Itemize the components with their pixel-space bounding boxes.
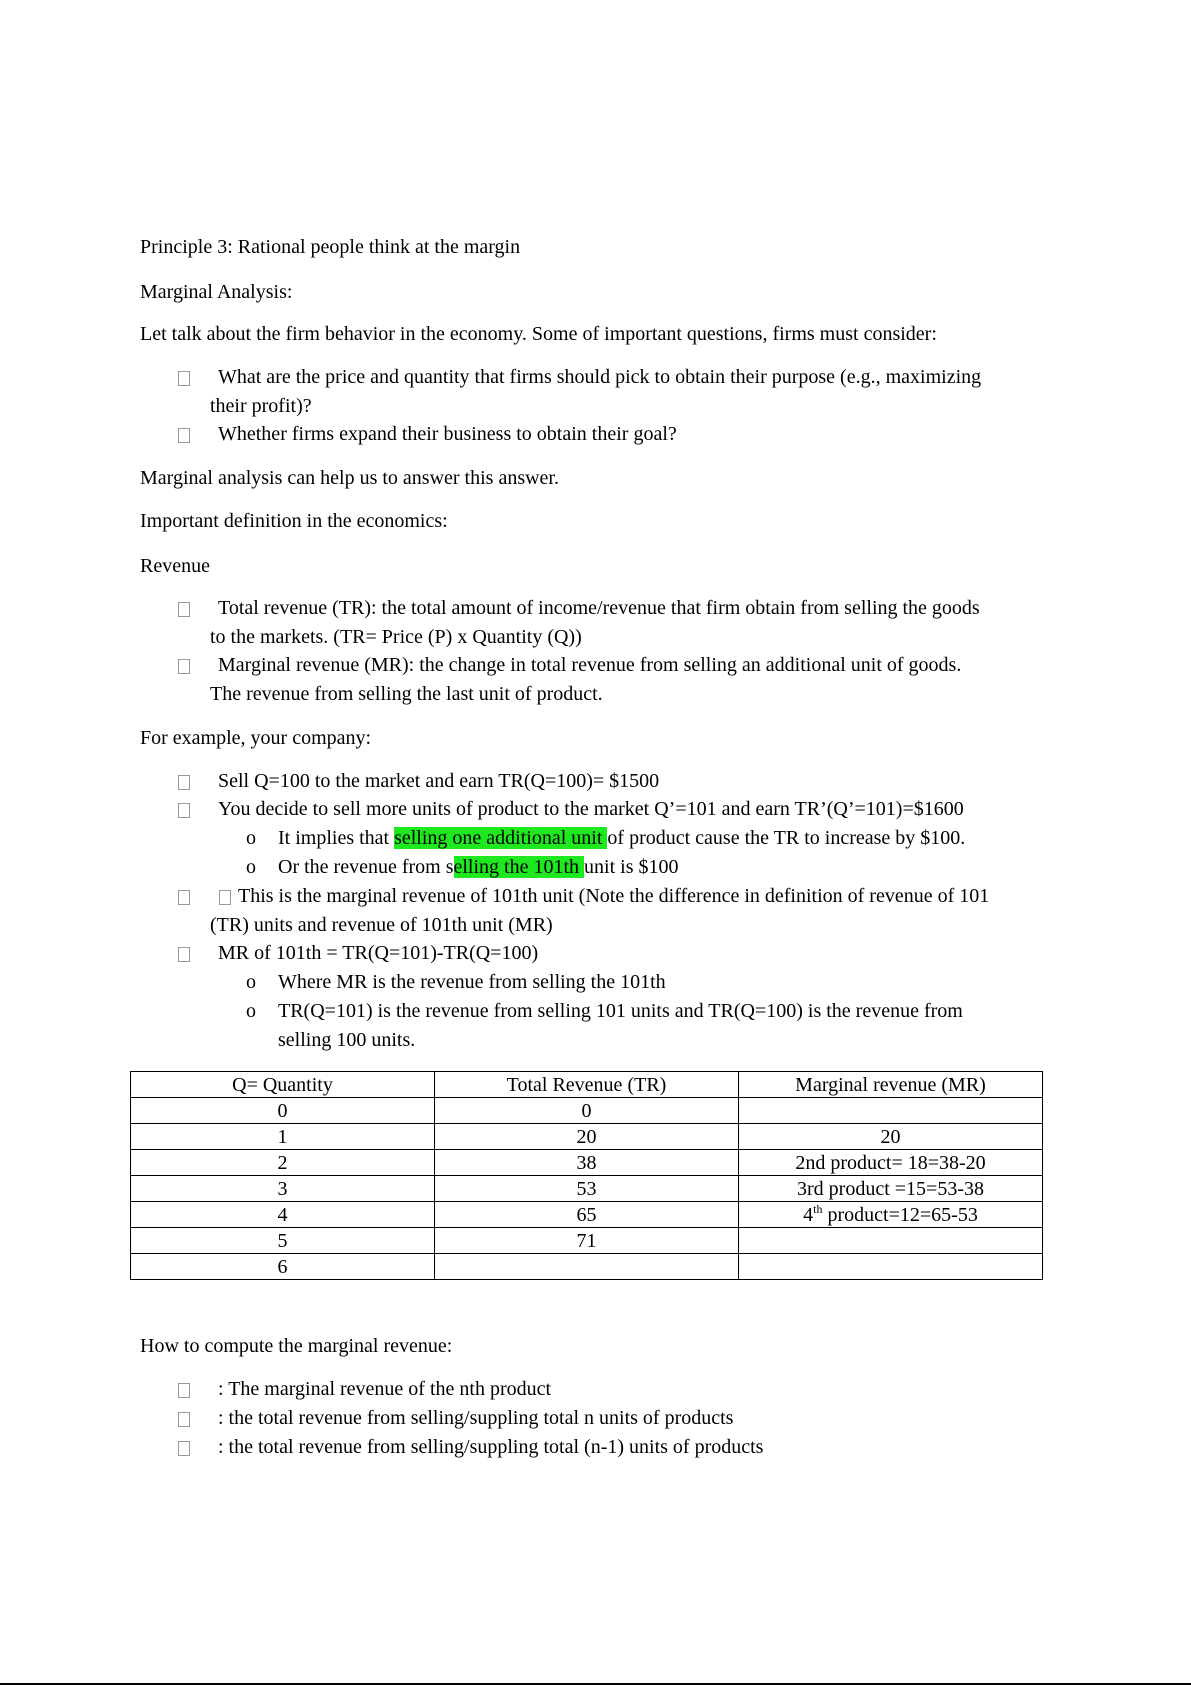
cell-mr [739, 1254, 1043, 1280]
bullet-box-icon [178, 775, 190, 790]
sub1-pre: It implies that [278, 827, 395, 849]
cell-q: 5 [131, 1228, 435, 1254]
help-paragraph: Marginal analysis can help us to answer this answer. [140, 467, 559, 489]
question-1-line-1: What are the price and quantity that firms should pick to obtain their purpose (e.g., maximizing [218, 366, 982, 388]
bullet-box-icon [178, 947, 190, 962]
table-row [131, 1150, 1043, 1176]
cell-tr: 65 [435, 1202, 739, 1228]
bullet-box-icon [178, 1412, 190, 1427]
table-row [131, 1176, 1043, 1202]
header-quantity: Q= Quantity [131, 1072, 435, 1098]
compute-item-1: : The marginal revenue of the nth product [218, 1378, 552, 1400]
question-2: Whether firms expand their business to obtain their goal? [218, 423, 677, 445]
intro-paragraph: Let talk about the firm behavior in the economy. Some of important questions, firms must consider: [140, 323, 937, 345]
cell-q: 2 [131, 1150, 435, 1176]
cell-mr [739, 1228, 1043, 1254]
cell-q: 3 [131, 1176, 435, 1202]
table-header-row [131, 1072, 1043, 1098]
sub2-pre: Or the revenue from s [278, 856, 454, 878]
bullet-box-icon [178, 803, 190, 818]
example-sub-1 [278, 825, 965, 851]
revenue-heading: Revenue [140, 555, 210, 577]
bullet-box-icon [178, 428, 190, 443]
cell-tr [435, 1254, 739, 1280]
bullet-box-icon [178, 1441, 190, 1456]
sub1-post: of product cause the TR to increase by $100. [607, 827, 966, 849]
cell-tr: 38 [435, 1150, 739, 1176]
cell-q: 0 [131, 1098, 435, 1124]
mr-ordinal-rest: product=12=65-53 [822, 1203, 978, 1226]
sub-marker: o [246, 971, 256, 993]
bullet-box-icon [178, 659, 190, 674]
subheading: Marginal Analysis: [140, 281, 293, 303]
example-heading: For example, your company: [140, 727, 372, 749]
highlight-selling-the-101th: elling the 101th [453, 856, 585, 878]
highlight-selling-one-additional-unit: selling one additional unit [394, 827, 608, 849]
revenue-item-1-line-2: to the markets. (TR= Price (P) x Quantity (Q)) [210, 626, 582, 648]
mr-ordinal-number: 4 [803, 1203, 814, 1226]
bullet-box-icon [178, 371, 190, 386]
example-item-1: Sell Q=100 to the market and earn TR(Q=100)= $1500 [218, 770, 660, 792]
cell-q: 4 [131, 1202, 435, 1228]
example-item-2: You decide to sell more units of product to the market Q’=101 and earn TR’(Q’=101)=$1600 [218, 798, 964, 820]
sub-marker: o [246, 827, 256, 849]
cell-mr: 20 [739, 1124, 1043, 1150]
cell-mr: 2nd product= 18=38-20 [739, 1150, 1043, 1176]
table-row [131, 1098, 1043, 1124]
sub-marker: o [246, 856, 256, 878]
sub-marker: o [246, 1000, 256, 1022]
example-item-3-line-1: This is the marginal revenue of 101th unit (Note the difference in definition of revenue of 101 [238, 885, 990, 907]
cell-tr: 20 [435, 1124, 739, 1150]
marginal-revenue-table [130, 1071, 1043, 1280]
heading: Principle 3: Rational people think at the margin [140, 236, 521, 258]
cell-q: 6 [131, 1254, 435, 1280]
cell-mr [739, 1202, 1043, 1228]
revenue-item-2-line-2: The revenue from selling the last unit of product. [210, 683, 603, 705]
example-sub-2 [278, 854, 679, 880]
example-item-4: MR of 101th = TR(Q=101)-TR(Q=100) [218, 942, 539, 964]
bullet-box-icon [178, 890, 190, 905]
table-row [131, 1254, 1043, 1280]
compute-item-2: : the total revenue from selling/suppling total n units of products [218, 1407, 734, 1429]
table-row [131, 1124, 1043, 1150]
cell-q: 1 [131, 1124, 435, 1150]
cell-tr: 71 [435, 1228, 739, 1254]
example-sub-4-line-1: TR(Q=101) is the revenue from selling 101 units and TR(Q=100) is the revenue from [278, 1000, 963, 1022]
definitions-heading: Important definition in the economics: [140, 510, 448, 532]
arrow-placeholder-box-icon [219, 890, 231, 905]
bullet-box-icon [178, 602, 190, 617]
example-sub-3: Where MR is the revenue from selling the 101th [278, 971, 666, 993]
compute-heading: How to compute the marginal revenue: [140, 1335, 453, 1357]
question-1-line-2: their profit)? [210, 395, 312, 417]
cell-tr: 0 [435, 1098, 739, 1124]
example-sub-4-line-2: selling 100 units. [278, 1029, 416, 1051]
cell-tr: 53 [435, 1176, 739, 1202]
header-marginal-revenue: Marginal revenue (MR) [739, 1072, 1043, 1098]
cell-mr [739, 1098, 1043, 1124]
mr-ordinal-suffix: th [813, 1201, 823, 1216]
header-total-revenue: Total Revenue (TR) [435, 1072, 739, 1098]
sub2-post: unit is $100 [584, 856, 679, 878]
revenue-item-2-line-1: Marginal revenue (MR): the change in total revenue from selling an additional unit of goods. [218, 654, 962, 676]
revenue-item-1-line-1: Total revenue (TR): the total amount of income/revenue that firm obtain from selling the goods [218, 597, 980, 619]
table-row [131, 1228, 1043, 1254]
example-item-3-line-2: (TR) units and revenue of 101th unit (MR) [210, 914, 553, 936]
bullet-box-icon [178, 1383, 190, 1398]
cell-mr: 3rd product =15=53-38 [739, 1176, 1043, 1202]
table-row [131, 1202, 1043, 1228]
compute-item-3: : the total revenue from selling/suppling total (n-1) units of products [218, 1436, 764, 1458]
